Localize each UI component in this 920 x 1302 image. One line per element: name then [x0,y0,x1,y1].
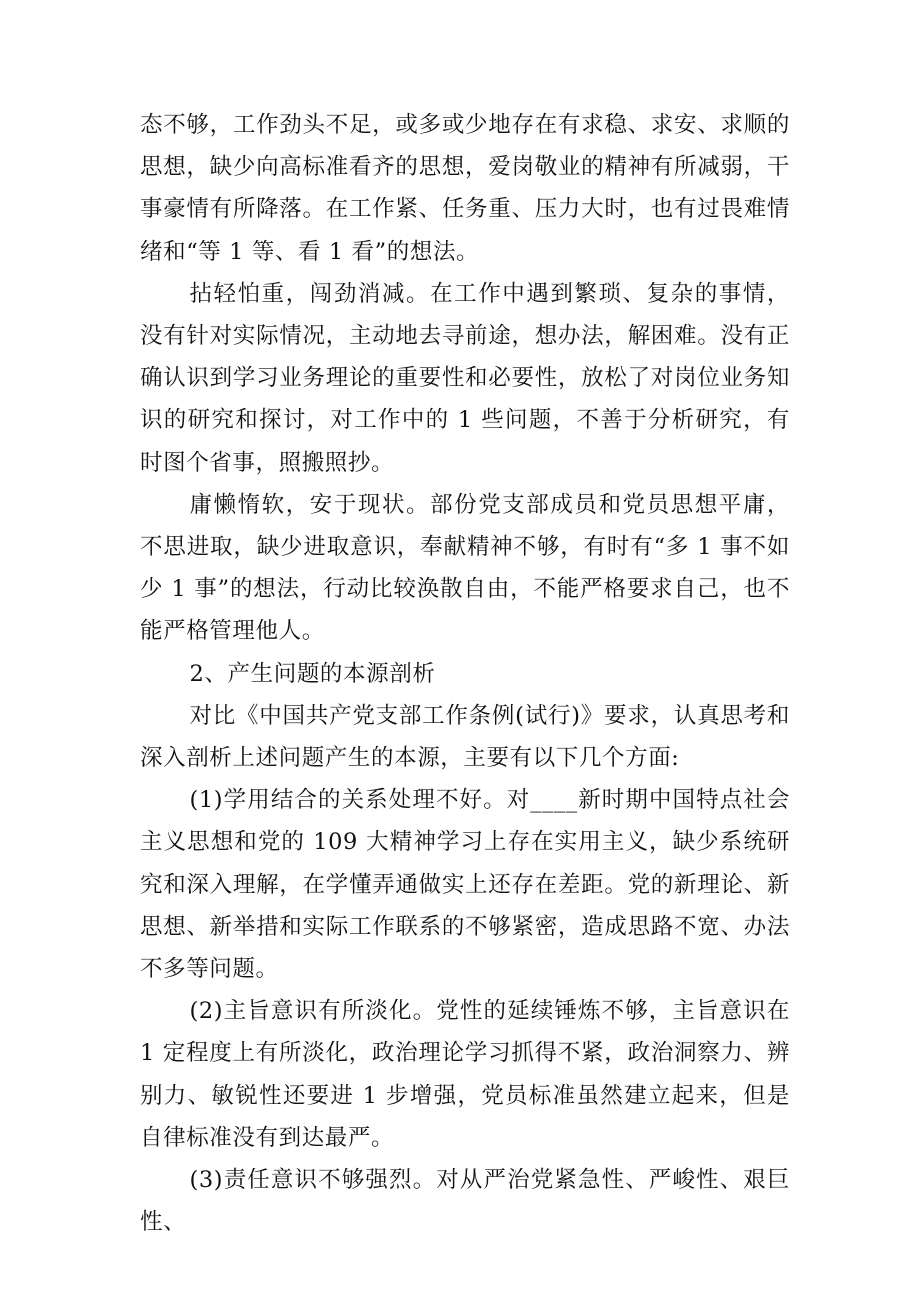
paragraph-comparison: 对比《中国共产党支部工作条例(试行)》要求，认真思考和深入剖析上述问题产生的本源，主要有以下几个方面: [140,702,790,772]
paragraph-point-3: (3)责任意识不够强烈。对从严治党紧急性、严峻性、艰巨性、 [140,1167,790,1236]
document-body [140,104,790,1243]
paragraph-complacency: 庸懒惰软，安于现状。部份党支部成员和党员思想平庸，不思进取，缺少进取意识，奉献精神不够，有时有“多 1 事不如少 1 事”的想法，行动比较涣散自由，不能严格要求自己，也不能严格管理他人。 [140,491,790,645]
paragraph-point-1: (1)学用结合的关系处理不好。对____新时期中国特点社会主义思想和党的 109 大精神学习上存在实用主义，缺少系统研究和深入理解，在学懂弄通做实上还存在差距。党的新理论、新思想、新举措和实际工作联系的不够紧密，造成思路不宽、办法不多等问题。 [140,787,790,983]
section-heading-root-cause: 2、产生问题的本源剖析 [189,660,436,687]
paragraph-continuation: 态不够，工作劲头不足，或多或少地存在有求稳、求安、求顺的思想，缺少向高标准看齐的思想，爱岗敬业的精神有所减弱，干事豪情有所降落。在工作紧、任务重、压力大时，也有过畏难情绪和“等 1 等、看 1 看”的想法。 [140,112,790,265]
paragraph-light-work: 拈轻怕重，闯劲消减。在工作中遇到繁琐、复杂的事情，没有针对实际情况，主动地去寻前途，想办法，解困难。没有正确认识到学习业务理论的重要性和必要性，放松了对岗位业务知识的研究和探讨，对工作中的 1 些问题，不善于分析研究，有时图个省事，照搬照抄。 [140,280,790,476]
paragraph-point-2: (2)主旨意识有所淡化。党性的延续锤炼不够，主旨意识在 1 定程度上有所淡化，政治理论学习抓得不紧，政治洞察力、辨别力、敏锐性还要进 1 步增强，党员标准虽然建立起来，但是自律标准没有到达最严。 [140,998,790,1151]
